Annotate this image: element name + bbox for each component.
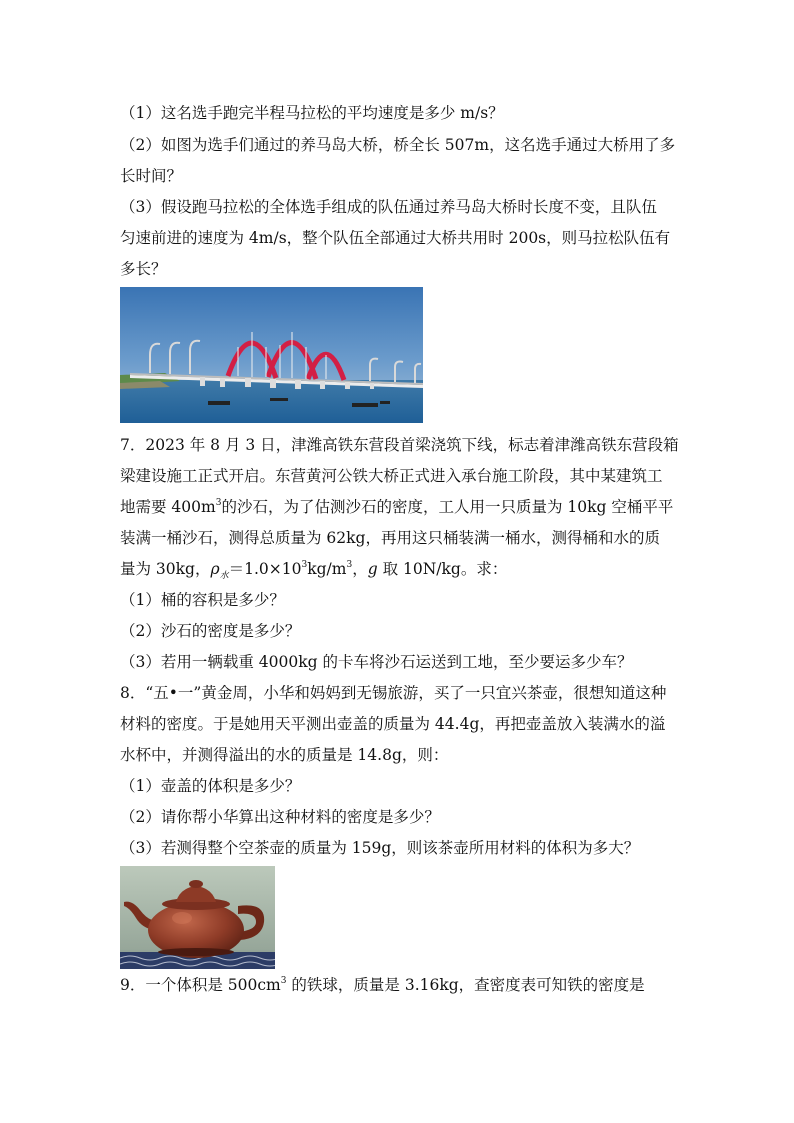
teapot-image: [120, 866, 275, 969]
bridge-image: [120, 287, 423, 423]
text-line-4: （3）假设跑马拉松的全体选手组成的队伍通过养马岛大桥时长度不变，且队伍: [120, 198, 657, 216]
text-line-15: 8．“五•一”黄金周，小华和妈妈到无锡旅游，买了一只宜兴茶壶，很想知道这种: [120, 684, 667, 702]
text-line-14: （3）若用一辆载重 4000kg 的卡车将沙石运送到工地，至少要运多少车？: [120, 653, 633, 671]
text-line-3: 长时间？: [120, 167, 183, 185]
text-line-10: 装满一桶沙石，测得总质量为 62kg，再用这只桶装满一桶水，测得桶和水的质: [120, 529, 660, 547]
text-line-9: 地需要 $400m^3$的沙石，为了估测沙石的密度，工人用一只质量为 10kg 空桶平平: [120, 498, 674, 516]
text-line-17: 水杯中，并测得溢出的水的质量是 14.8g，则：: [120, 746, 449, 764]
text-line-2: （2）如图为选手们通过的养马岛大桥，桥全长 507m，这名选手通过大桥用了多: [120, 136, 676, 154]
text-line-16: 材料的密度。于是她用天平测出壶盖的质量为 44.4g，再把壶盖放入装满水的溢: [120, 715, 666, 733]
text-line-1: （1）这名选手跑完半程马拉松的平均速度是多少 m/s？: [120, 104, 504, 122]
text-line-8: 梁建设施工正式开启。东营黄河公铁大桥正式进入承台施工阶段，其中某建筑工: [120, 467, 663, 485]
text-line-20: （3）若测得整个空茶壶的质量为 159g，则该茶壶所用材料的体积为多大？: [120, 839, 640, 857]
text-line-18: （1）壶盖的体积是多少？: [120, 777, 301, 795]
text-line-21: 9．一个体积是 $500cm^3$ 的铁球，质量是 3.16kg，查密度表可知铁的密度是: [120, 976, 645, 994]
text-line-6: 多长？: [120, 260, 167, 278]
text-line-19: （2）请你帮小华算出这种材料的密度是多少？: [120, 808, 440, 826]
text-line-11: 量为 30kg，$\rho_水=1.0\times 10^3kg/m^3$，g 取 10N/kg。求：: [120, 560, 508, 581]
text-line-12: （1）桶的容积是多少？: [120, 591, 285, 609]
text-line-7: 7．2023 年 8 月 3 日，津潍高铁东营段首梁浇筑下线，标志着津潍高铁东营段箱: [120, 436, 679, 454]
text-line-13: （2）沙石的密度是多少？: [120, 622, 301, 640]
text-line-5: 匀速前进的速度为 4m/s，整个队伍全部通过大桥共用时 200s，则马拉松队伍有: [120, 229, 671, 247]
